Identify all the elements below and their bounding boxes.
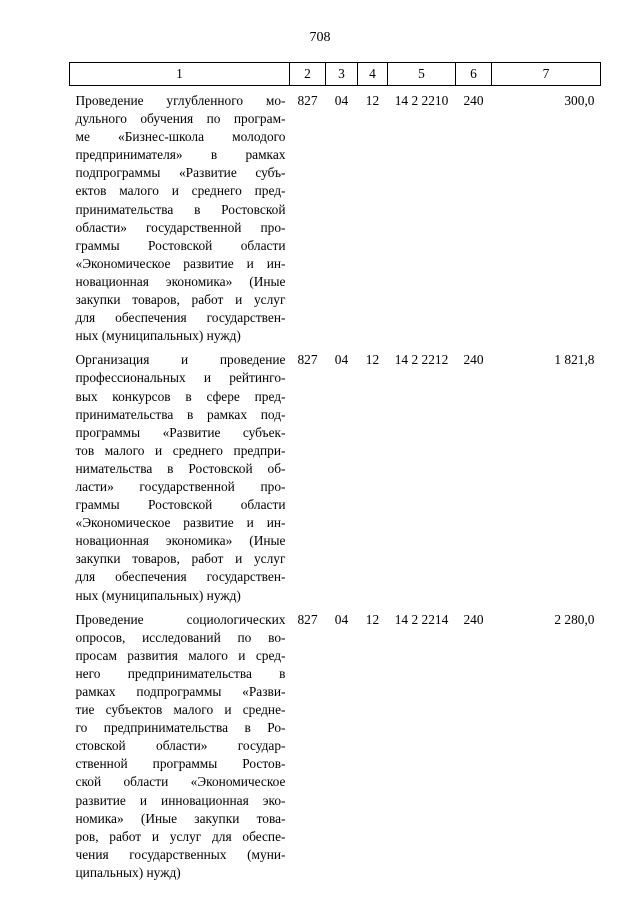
description-line: ных (муниципальных) нужд) <box>75 328 241 344</box>
description-line: ципальных) нужд) <box>75 864 181 880</box>
description-line: Проведение углубленного мо- <box>75 93 286 108</box>
target-article-code: 14 2 2210 <box>394 93 449 108</box>
target-article-code: 14 2 2212 <box>394 352 449 368</box>
column-header-5: 5 <box>388 63 456 86</box>
ministry-code: 827 <box>297 93 318 108</box>
description-line: ров, работ и услуг для обеспе- <box>75 828 286 844</box>
description-line: ственной программы Ростов- <box>75 756 286 772</box>
description-line: просам развития малого и сред- <box>75 647 286 663</box>
description-line: граммы Ростовской области <box>75 497 286 513</box>
column-header-6: 6 <box>456 63 492 86</box>
amount: 2 280,0 <box>554 611 595 627</box>
amount: 1 821,8 <box>554 352 595 368</box>
subsection-code: 12 <box>365 93 380 108</box>
description-line: го предпринимательства в Ро- <box>75 720 286 736</box>
subsection-code: 12 <box>365 611 380 627</box>
column-header-1: 1 <box>70 63 290 86</box>
description-line: него предпринимательства в <box>75 665 286 681</box>
description-line: нимательства в Ростовской об- <box>75 460 286 476</box>
row-description <box>70 605 290 882</box>
description-line: опросов, исследований по во- <box>75 629 286 645</box>
section-code: 04 <box>334 352 349 368</box>
description-line: новационная экономика» (Иные <box>75 273 286 289</box>
description-line: развитие и инновационная эко- <box>75 792 286 808</box>
description-line: стовской области» государ- <box>75 738 286 754</box>
description-line: профессиональных и рейтинго- <box>75 370 286 386</box>
description-line: принимательства в Ростовской <box>75 201 286 217</box>
description-line: ской области «Экономическое <box>75 774 286 790</box>
description-line: тов малого и среднего предпри- <box>75 442 286 458</box>
budget-table <box>69 62 601 882</box>
amount: 300,0 <box>564 93 595 108</box>
column-header-7: 7 <box>492 63 601 86</box>
description-line: Проведение социологических <box>75 611 286 627</box>
description-line: подпрограммы «Развитие субъ- <box>75 165 286 181</box>
table-row <box>70 605 601 882</box>
description-line: новационная экономика» (Иные <box>75 533 286 549</box>
description-line: чения государственных (муни- <box>75 846 286 862</box>
ministry-code: 827 <box>297 611 318 627</box>
description-line: номика» (Иные закупки това- <box>75 810 286 826</box>
description-line: вых конкурсов в сфере пред- <box>75 388 286 404</box>
description-line: ласти» государственной про- <box>75 478 286 494</box>
description-line: закупки товаров, работ и услуг <box>75 551 286 567</box>
section-code: 04 <box>334 93 349 108</box>
description-line: для обеспечения государствен- <box>75 310 286 326</box>
ministry-code: 827 <box>297 352 318 368</box>
description-line: «Экономическое развитие и ин- <box>75 515 286 531</box>
table-header-row <box>70 63 601 86</box>
row-description <box>70 86 290 346</box>
column-header-3: 3 <box>326 63 358 86</box>
description-line: предпринимателя» в рамках <box>75 147 286 163</box>
description-line: ме «Бизнес-школа молодого <box>75 129 286 145</box>
page-number: 708 <box>309 30 331 45</box>
description-line: граммы Ростовской области <box>75 237 286 253</box>
section-code: 04 <box>334 611 349 627</box>
description-line: закупки товаров, работ и услуг <box>75 292 286 308</box>
description-line: области» государственной про- <box>75 219 286 235</box>
column-header-4: 4 <box>358 63 388 86</box>
description-line: ектов малого и среднего пред- <box>75 183 286 199</box>
description-line: принимательства в рамках под- <box>75 406 286 422</box>
expense-type-code: 240 <box>463 93 484 108</box>
table-row <box>70 86 601 346</box>
table-row <box>70 345 601 604</box>
description-line: для обеспечения государствен- <box>75 569 286 585</box>
column-header-2: 2 <box>290 63 326 86</box>
description-line: рамках подпрограммы «Разви- <box>75 684 286 699</box>
expense-type-code: 240 <box>463 352 484 368</box>
description-line: дульного обучения по програм- <box>75 111 286 127</box>
description-line: «Экономическое развитие и ин- <box>75 255 286 271</box>
subsection-code: 12 <box>365 352 380 368</box>
row-description <box>70 345 290 604</box>
description-line: программы «Развитие субъек- <box>75 424 286 440</box>
description-line: тие субъектов малого и средне- <box>75 702 286 718</box>
target-article-code: 14 2 2214 <box>394 611 449 627</box>
description-line: Организация и проведение <box>75 352 286 368</box>
expense-type-code: 240 <box>463 611 484 627</box>
description-line: ных (муниципальных) нужд) <box>75 587 241 603</box>
